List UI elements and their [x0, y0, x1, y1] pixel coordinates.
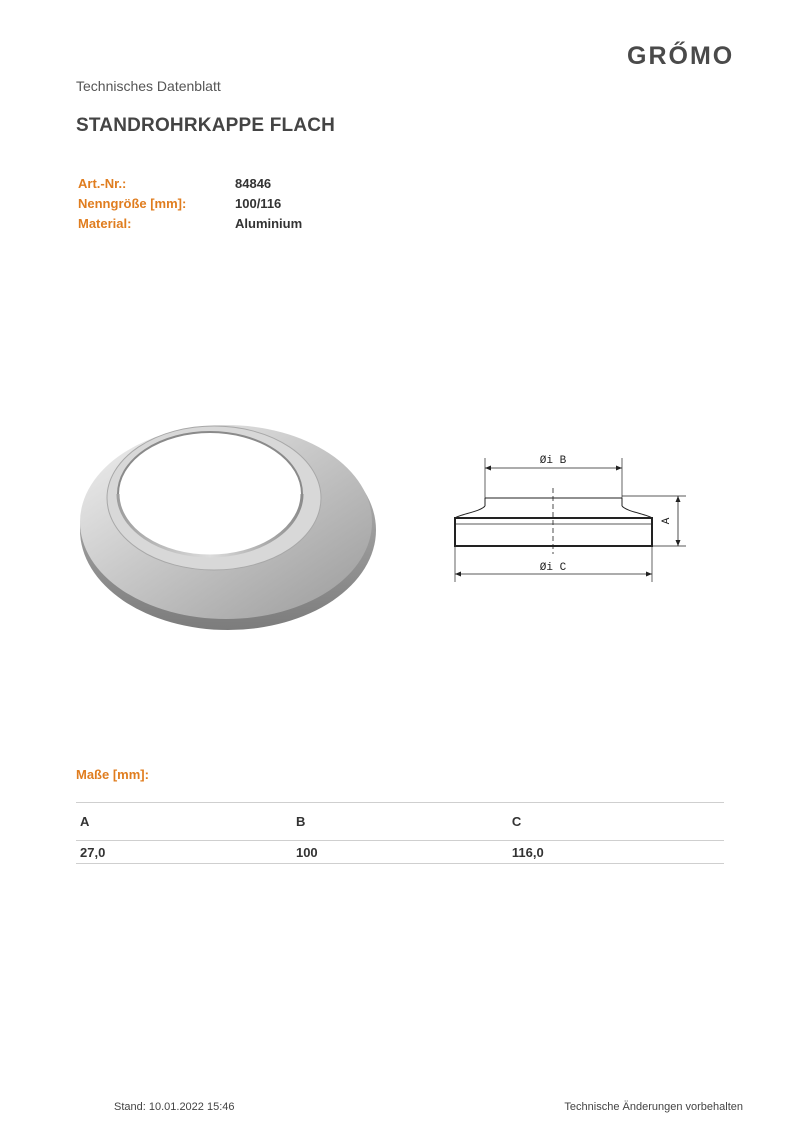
table-cell: 100 [295, 844, 318, 860]
footer-date: Stand: 10.01.2022 15:46 [114, 1101, 235, 1113]
table-header-row [76, 803, 724, 841]
footer-note: Technische Änderungen vorbehalten [564, 1101, 743, 1113]
document-type: Technisches Datenblatt [76, 78, 221, 94]
spec-row-article [78, 174, 302, 194]
dim-label-b: Øi B [539, 455, 567, 467]
technical-drawing [440, 450, 690, 590]
spec-row-size [78, 194, 302, 214]
column-header: B [295, 814, 306, 829]
table-cell: 27,0 [80, 844, 106, 860]
spec-row-material [78, 214, 302, 234]
product-photo [76, 418, 381, 636]
table-cell: 116,0 [511, 844, 544, 860]
dim-label-c: Øi C [539, 562, 567, 574]
spec-label: Art.-Nr.: [78, 176, 127, 191]
spec-value: 84846 [235, 176, 272, 191]
spec-list [78, 174, 302, 234]
base-outline [455, 518, 652, 546]
column-header: C [511, 814, 522, 829]
table-row [76, 841, 724, 864]
dimensions-table [76, 802, 724, 864]
page-title: STANDROHRKAPPE FLACH [76, 115, 336, 136]
spec-label: Material: [78, 216, 132, 231]
taper-outline [455, 506, 652, 518]
collar-outline [485, 498, 622, 506]
spec-label: Nenngröße [mm]: [78, 196, 187, 211]
spec-value: 100/116 [235, 196, 282, 211]
column-header: A [80, 814, 90, 829]
dimensions-heading: Maße [mm]: [76, 767, 149, 782]
spec-value: Aluminium [235, 216, 303, 231]
dim-label-a: A [661, 517, 673, 525]
brand-name: GRŐMO [627, 42, 735, 70]
gromo-logo [627, 40, 767, 70]
